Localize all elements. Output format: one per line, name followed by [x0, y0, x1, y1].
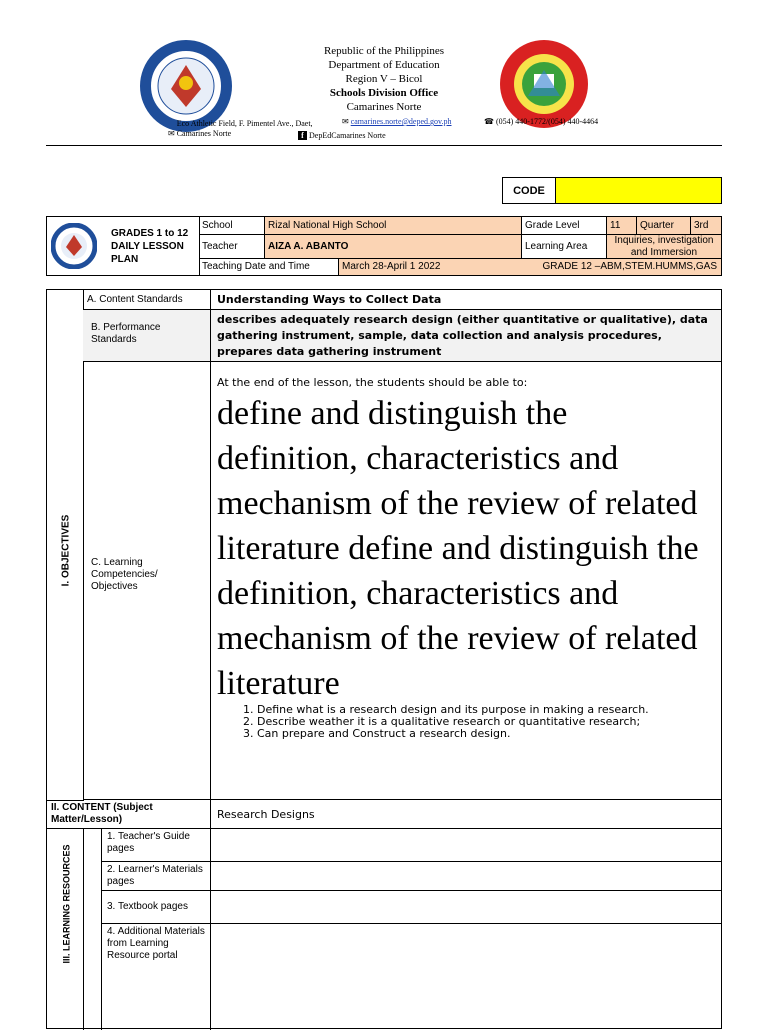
code-box [502, 177, 722, 204]
objectives-list [217, 704, 715, 740]
teacher-value: AIZA A. ABANTO [265, 235, 522, 259]
textbook-pages-label: 3. Textbook pages [101, 891, 211, 924]
objective-item: 2. Describe weather it is a qualitative research or quantitative research; [257, 716, 715, 728]
email-link[interactable]: camarines.norte@deped.gov.ph [350, 117, 452, 126]
date-value: March 28-April 1 2022 [342, 261, 441, 272]
content-standards-label: A. Content Standards [83, 290, 211, 310]
header-region: Region V – Bicol [345, 73, 423, 85]
objectives-big-text: define and distinguish the definition, characteristics and mechanism of the review of related literature define and distinguish the definition, characteristics and mechanism of the review of related literature [217, 395, 699, 702]
additional-materials-value[interactable] [211, 924, 721, 1030]
objectives-section-cell [47, 290, 84, 801]
objective-item: 1. Define what is a research design and its purpose in making a research. [257, 704, 715, 716]
objectives-intro: At the end of the lesson, the students should be able to: [217, 376, 528, 389]
deped-small-seal-icon [51, 223, 97, 269]
school-label: School [199, 217, 265, 235]
learners-materials-value[interactable] [211, 862, 721, 891]
code-field[interactable] [556, 178, 721, 203]
resources-section-label: III. LEARNING RESOURCES [61, 844, 72, 964]
code-label: CODE [503, 178, 556, 203]
lesson-plan-header-table [46, 216, 722, 276]
teachers-guide-label: 1. Teacher's Guide pages [101, 829, 211, 862]
grade-level-value: 11 [607, 217, 637, 235]
learning-competencies-label: C. Learning Competencies/ Objectives [83, 362, 211, 800]
objectives-section-label: I. OBJECTIVES [60, 514, 72, 587]
date-label: Teaching Date and Time [199, 259, 339, 275]
content-label: II. CONTENT (Subject Matter/Lesson) [47, 800, 211, 829]
teachers-guide-value[interactable] [211, 829, 721, 862]
resources-spacer-cell [83, 829, 102, 1030]
learning-competencies-cell [211, 362, 721, 800]
learning-area-value: Inquiries, investigation and Immersion [607, 235, 721, 259]
facebook-text[interactable]: DepEdCamarines Norte [309, 131, 386, 140]
address-text: Eco Athletic Field, F. Pimentel Ave., Daet, Camarines Norte [176, 119, 313, 138]
phone-text: (054) 440-1772/(054) 440-4464 [495, 117, 599, 126]
division-seal-icon [500, 40, 588, 128]
envelope-icon: ✉ [168, 129, 175, 138]
date-row [339, 259, 721, 275]
additional-materials-label: 4. Additional Materials from Learning Resource portal [101, 924, 211, 1030]
teacher-label: Teacher [199, 235, 265, 259]
objective-item: 3. Can prepare and Construct a research design. [257, 728, 715, 740]
plan-title: GRADES 1 to 12 DAILY LESSON PLAN [111, 228, 189, 265]
content-value: Research Designs [211, 800, 721, 829]
content-standards-value: Understanding Ways to Collect Data [211, 290, 721, 310]
header-republic: Republic of the Philippines [323, 45, 445, 57]
lesson-plan-body-table [46, 289, 722, 1029]
plan-title-cell [47, 217, 200, 275]
performance-standards-value: describes adequately research design (either quantitative or qualitative), data gathering instrument, sample, data collection and analysis procedures, prepares data gathering instrument [211, 310, 721, 362]
learning-area-label: Learning Area [522, 235, 607, 259]
division-seal [500, 40, 588, 128]
phone-line [484, 117, 598, 127]
resources-section-cell [47, 829, 84, 1030]
quarter-value: 3rd [691, 217, 721, 235]
header-division-office: Schools Division Office [329, 87, 439, 99]
email-icon: ✉ [342, 117, 349, 126]
grade-level-label: Grade Level [522, 217, 607, 235]
school-value: Rizal National High School [265, 217, 522, 235]
textbook-pages-value[interactable] [211, 891, 721, 924]
section-value: GRADE 12 –ABM,STEM.HUMMS,GAS [542, 261, 717, 272]
phone-icon: ☎ [484, 117, 494, 126]
quarter-label: Quarter [637, 217, 691, 235]
facebook-line[interactable] [298, 131, 386, 141]
header-divider [46, 145, 722, 146]
email-line[interactable] [342, 117, 452, 127]
performance-standards-label: B. Performance Standards [83, 310, 211, 362]
learners-materials-label: 2. Learner's Materials pages [101, 862, 211, 891]
facebook-icon: f [298, 131, 307, 140]
header-department: Department of Education [328, 59, 440, 71]
header-province: Camarines Norte [346, 101, 422, 113]
